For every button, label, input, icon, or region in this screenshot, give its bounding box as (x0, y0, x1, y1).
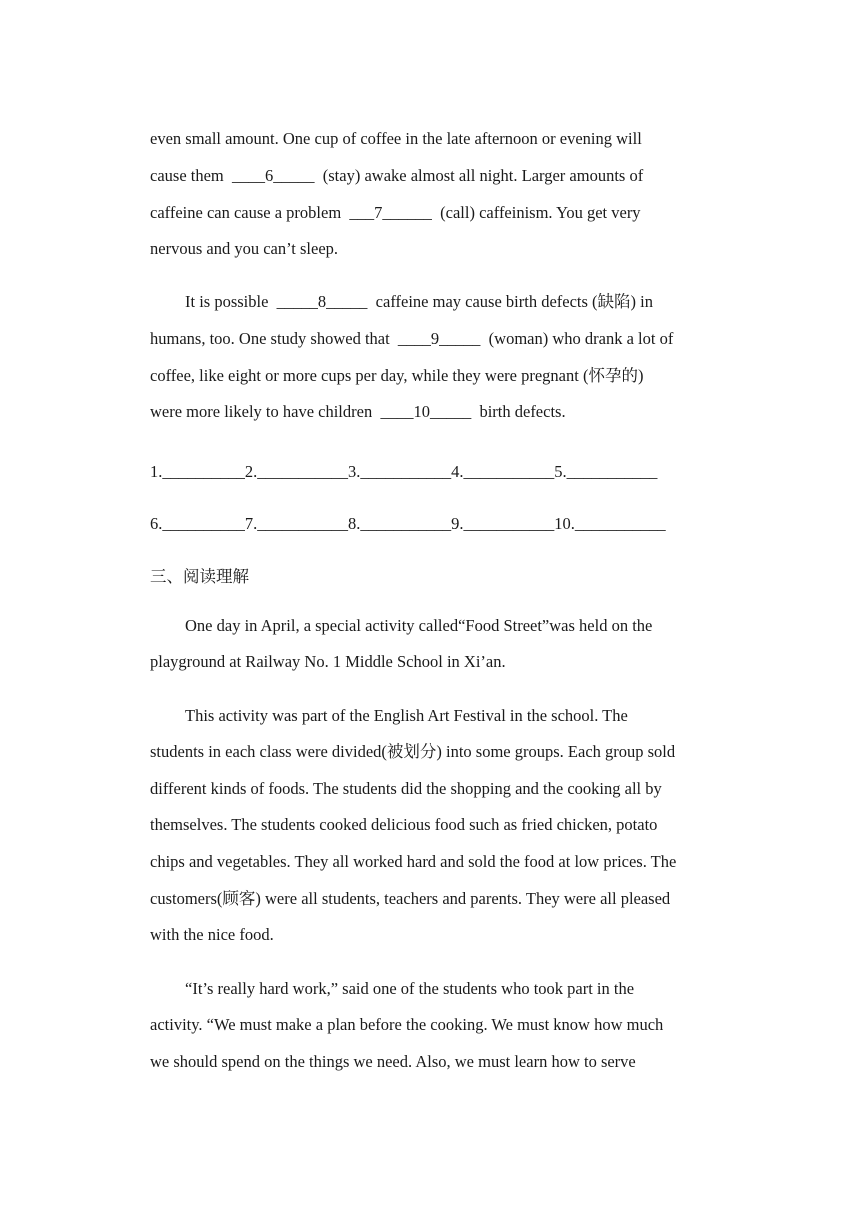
passage-line-with-blank-6: cause them ____6_____ (stay) awake almost all night. Larger amounts of (150, 166, 644, 185)
answer-blanks-row-1: 1.__________2.___________3.___________4.___________5.___________ (150, 462, 658, 481)
passage-line: even small amount. One cup of coffee in the late afternoon or evening will (150, 129, 642, 148)
reading-paragraph-2-line: with the nice food. (150, 925, 274, 944)
reading-paragraph-3-line: “It’s really hard work,” said one of the students who took part in the (185, 979, 635, 998)
reading-paragraph-1-line: One day in April, a special activity called“Food Street”was held on the (185, 616, 653, 635)
reading-paragraph-2-line: This activity was part of the English Art Festival in the school. The (185, 706, 628, 725)
section-heading: 三、阅读理解 (150, 567, 249, 586)
reading-paragraph-2-line: different kinds of foods. The students did the shopping and the cooking all by (150, 779, 662, 798)
reading-paragraph-2-line: chips and vegetables. They all worked hard and sold the food at low prices. The (150, 852, 677, 871)
reading-paragraph-3-line: we should spend on the things we need. Also, we must learn how to serve (150, 1052, 636, 1071)
reading-paragraph-2-line: students in each class were divided(被划分) into some groups. Each group sold (150, 742, 676, 761)
passage-line-with-blank-8: It is possible _____8_____ caffeine may cause birth defects (缺陷) in (185, 292, 653, 311)
passage-line-with-blank-10: were more likely to have children ____10_____ birth defects. (150, 402, 566, 421)
reading-paragraph-2-line: customers(顾客) were all students, teachers and parents. They were all pleased (150, 889, 671, 908)
reading-paragraph-1-line: playground at Railway No. 1 Middle School in Xi’an. (150, 652, 506, 671)
passage-line-with-blank-9: humans, too. One study showed that ____9_____ (woman) who drank a lot of (150, 329, 674, 348)
passage-line: coffee, like eight or more cups per day, while they were pregnant (怀孕的) (150, 366, 644, 385)
reading-paragraph-3-line: activity. “We must make a plan before the cooking. We must know how much (150, 1015, 664, 1034)
answer-blanks-row-2: 6.__________7.___________8.___________9.___________10.___________ (150, 514, 666, 533)
reading-paragraph-2-line: themselves. The students cooked delicious food such as fried chicken, potato (150, 815, 658, 834)
passage-line-with-blank-7: caffeine can cause a problem ___7______ (call) caffeinism. You get very (150, 203, 641, 222)
passage-line: nervous and you can’t sleep. (150, 239, 339, 258)
